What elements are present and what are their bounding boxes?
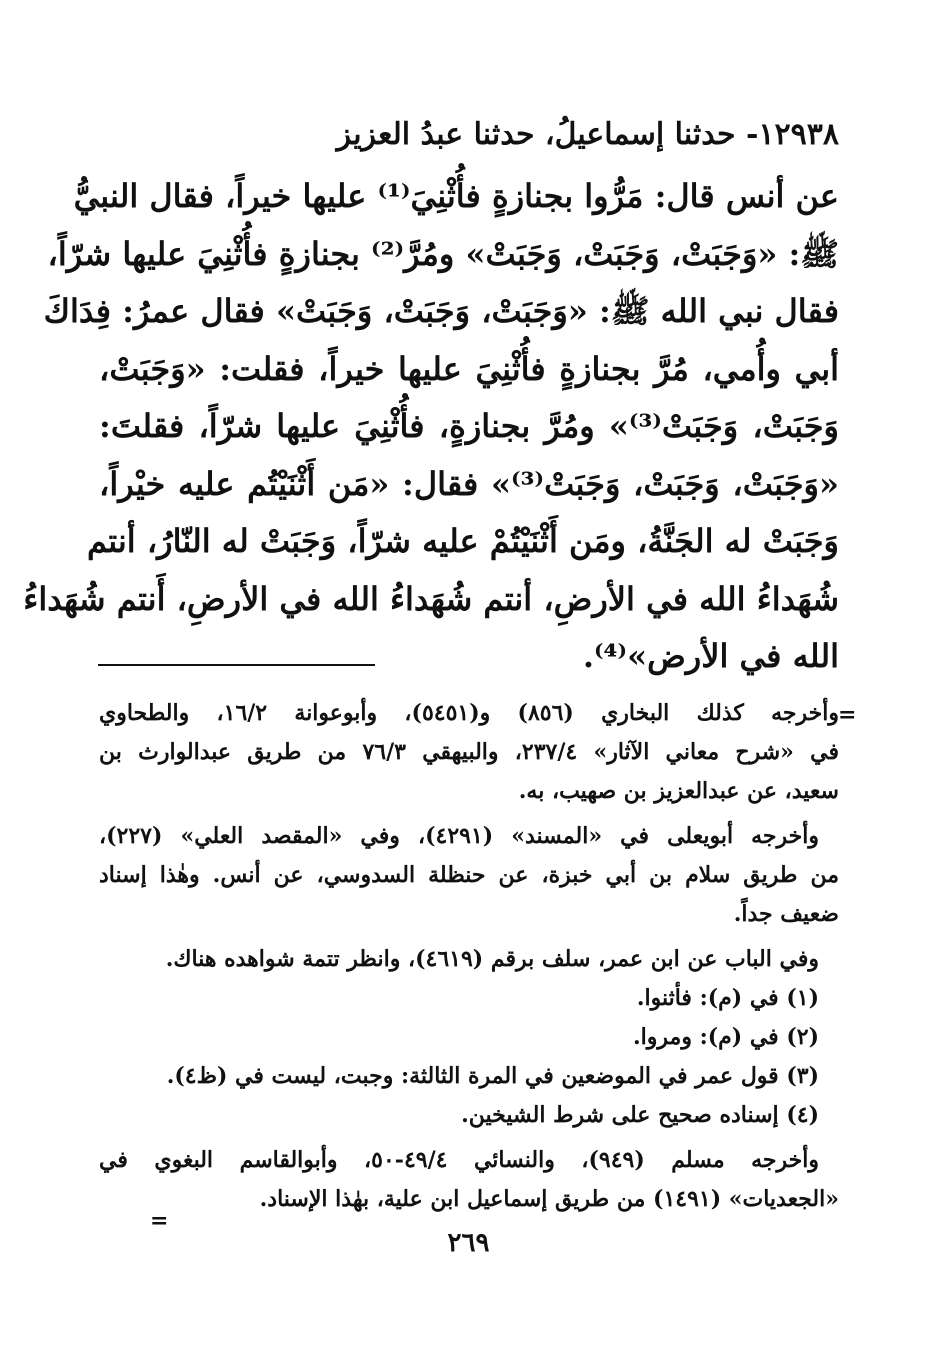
continuation-mark-bottom: = xyxy=(150,1208,169,1234)
continuation-mark-top: = xyxy=(838,702,857,728)
footnote-line: وأخرجه مسلم (٩٤٩)، والنسائي ٤٩/٤-٥٠، وأبوالقاسم البغوي في xyxy=(99,1147,820,1173)
hadith-text xyxy=(23,168,840,686)
footnotes xyxy=(99,694,839,1219)
footnote-3 xyxy=(99,1057,839,1096)
footnote-line: سعيد، عن عبدالعزيز بن صهيب، به. xyxy=(518,778,839,804)
footnote-1 xyxy=(99,979,839,1018)
hadith-line: أبي وأُمي، مُرَّ بجنازةٍ فأُثْنِيَ عليها خيراً، فقلت: «وَجَبَتْ، xyxy=(99,349,839,388)
footnote-paragraph xyxy=(99,1141,839,1180)
footnote-line: (١) في (م): فأثنوا. xyxy=(636,985,819,1011)
footnote-2 xyxy=(99,1018,839,1057)
hadith-line: ﷺ: «وَجَبَتْ، وَجَبَتْ، وَجَبَتْ» ومُرَّ⁽²⁾ بجنازةٍ فأُثْنِيَ عليها شرّاً، xyxy=(47,234,839,273)
footnote-paragraph xyxy=(99,940,839,979)
hadith-heading: ١٢٩٣٨- حدثنا إسماعيلُ، حدثنا عبدُ العزيز xyxy=(336,117,839,152)
hadith-line: الله في الأرض»⁽⁴⁾. xyxy=(582,637,839,675)
hadith-line: وَجَبَتْ، وَجَبَتْ⁽³⁾» ومُرَّ بجنازةٍ، فأُثْنِيَ عليها شرّاً، فقلتَ: xyxy=(99,407,840,445)
footnote-paragraph xyxy=(99,1180,839,1219)
footnote-line: وفي الباب عن ابن عمر، سلف برقم (٤٦١٩)، وانظر تتمة شواهده هناك. xyxy=(165,946,819,972)
footnote-line: (٤) إسناده صحيح على شرط الشيخين. xyxy=(461,1102,819,1128)
hadith-line: فقال نبي الله ﷺ: «وَجَبَتْ، وَجَبَتْ، وَجَبَتْ» فقال عمرُ: فِدَاكَ xyxy=(43,292,839,330)
footnote-line: في «شرح معاني الآثار» ٢٣٧/٤، والبيهقي ٧٦/٣ من طريق عبدالوارث بن xyxy=(99,739,839,765)
footnote-line: ضعيف جداً. xyxy=(733,901,839,927)
footnote-line: «الجعديات» (١٤٩١) من طريق إسماعيل ابن علية، بهٰذا الإسناد. xyxy=(259,1186,839,1212)
footnote-paragraph xyxy=(99,856,839,934)
hadith-line: «وَجَبَتْ، وَجَبَتْ، وَجَبَتْ⁽³⁾» فقال: «مَن أَثْنَيْتُم عليه خيْراً، xyxy=(99,464,840,503)
footnote-line: وأخرجه أبويعلى في «المسند» (٤٢٩١)، وفي «المقصد العلي» (٢٢٧)، xyxy=(99,823,819,849)
footnote-paragraph xyxy=(99,694,839,811)
footnote-line: (٣) قول عمر في الموضعين في المرة الثالثة: وجبت، ليست في (ظ٤). xyxy=(166,1063,819,1089)
page-number: ٢٦٩ xyxy=(447,1228,490,1258)
footnote-line: وأخرجه كذلك البخاري (٨٥٦) و(٥٤٥١)، وأبوعوانة ١٦/٢، والطحاوي xyxy=(99,700,839,726)
footnote-separator xyxy=(98,664,375,666)
hadith-line: وَجَبَتْ له الجَنَّةُ، ومَن أَثْنَيْتُمْ عليه شرّاً، وَجَبَتْ له النّارُ، أنتم xyxy=(86,522,839,560)
hadith-line: عن أنس قال: مَرُّوا بجنازةٍ فأُثْنِيَ⁽¹⁾ عليها خيراً، فقال النبيُّ xyxy=(73,177,839,215)
footnote-line: من طريق سلام بن أبي خبزة، عن حنظلة السدوسي، عن أنس. وهٰذا إسناد xyxy=(99,862,839,888)
hadith-line: شُهَداءُ الله في الأرضِ، أنتم شُهَداءُ الله في الأرضِ، أَنتم شُهَداءُ xyxy=(23,579,839,618)
footnote-paragraph xyxy=(99,817,839,856)
footnote-line: (٢) في (م): ومروا. xyxy=(633,1024,819,1050)
footnote-4 xyxy=(99,1096,839,1135)
